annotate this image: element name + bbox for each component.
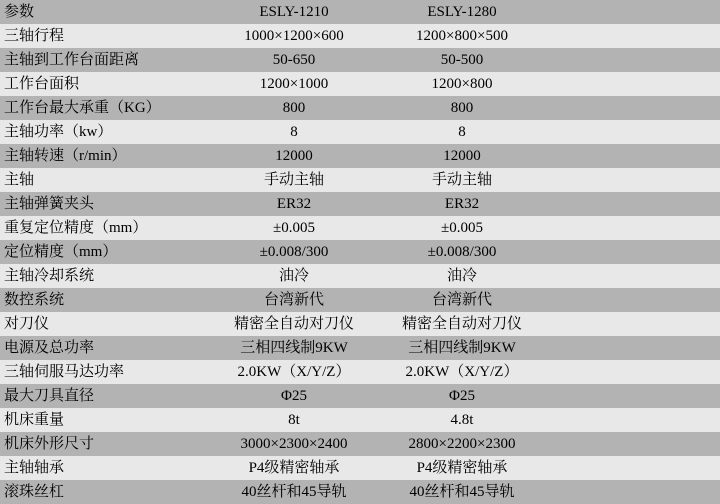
cell-value-3 (544, 288, 720, 312)
cell-value-3 (544, 168, 720, 192)
cell-value-2: 4.8t (376, 408, 544, 432)
table-row (0, 216, 720, 240)
table-row (0, 96, 720, 120)
cell-value-1: 1200×1000 (208, 72, 376, 96)
cell-value-3 (544, 120, 720, 144)
cell-value-1: 精密全自动对刀仪 (208, 312, 376, 336)
cell-value-2: 精密全自动对刀仪 (376, 312, 544, 336)
cell-value-2: 手动主轴 (376, 168, 544, 192)
cell-value-3 (544, 480, 720, 504)
cell-param: 定位精度（mm） (0, 240, 208, 264)
cell-value-2: 1200×800 (376, 72, 544, 96)
cell-param: 机床外形尺寸 (0, 432, 208, 456)
cell-value-3 (544, 312, 720, 336)
cell-value-3 (544, 24, 720, 48)
cell-param: 对刀仪 (0, 312, 208, 336)
cell-value-3 (544, 336, 720, 360)
table-row (0, 480, 720, 504)
table-row (0, 456, 720, 480)
cell-param: 主轴功率（kw） (0, 120, 208, 144)
cell-value-3 (544, 144, 720, 168)
cell-value-1: ±0.008/300 (208, 240, 376, 264)
cell-value-1: 800 (208, 96, 376, 120)
table-row (0, 48, 720, 72)
cell-param: 主轴弹簧夹头 (0, 192, 208, 216)
cell-param: 数控系统 (0, 288, 208, 312)
cell-value-1: 三相四线制9KW (208, 336, 376, 360)
cell-param: 三轴行程 (0, 24, 208, 48)
cell-value-2: 三相四线制9KW (376, 336, 544, 360)
table-row (0, 72, 720, 96)
table-row (0, 192, 720, 216)
cell-value-1: 油冷 (208, 264, 376, 288)
cell-value-2: ESLY-1280 (376, 0, 544, 24)
table-row (0, 120, 720, 144)
cell-param: 主轴冷却系统 (0, 264, 208, 288)
cell-value-3 (544, 456, 720, 480)
cell-value-1: 8t (208, 408, 376, 432)
cell-value-3 (544, 264, 720, 288)
cell-value-3 (544, 408, 720, 432)
table-row (0, 0, 720, 24)
cell-value-3 (544, 384, 720, 408)
table-row (0, 168, 720, 192)
cell-value-1: ER32 (208, 192, 376, 216)
table-row (0, 24, 720, 48)
cell-value-1: 8 (208, 120, 376, 144)
table-row (0, 432, 720, 456)
table-row (0, 264, 720, 288)
cell-value-1: 1000×1200×600 (208, 24, 376, 48)
cell-param: 参数 (0, 0, 208, 24)
cell-value-1: 50-650 (208, 48, 376, 72)
cell-value-1: ±0.005 (208, 216, 376, 240)
cell-value-3 (544, 432, 720, 456)
cell-param: 工作台面积 (0, 72, 208, 96)
cell-value-1: 3000×2300×2400 (208, 432, 376, 456)
table-row (0, 288, 720, 312)
cell-value-1: 40丝杆和45导轨 (208, 480, 376, 504)
cell-value-3 (544, 240, 720, 264)
cell-value-2: 2.0KW（X/Y/Z） (376, 360, 544, 384)
cell-value-2: 1200×800×500 (376, 24, 544, 48)
cell-param: 最大刀具直径 (0, 384, 208, 408)
cell-param: 机床重量 (0, 408, 208, 432)
cell-param: 电源及总功率 (0, 336, 208, 360)
cell-value-2: 800 (376, 96, 544, 120)
table-row (0, 144, 720, 168)
cell-value-2: P4级精密轴承 (376, 456, 544, 480)
cell-value-2: ER32 (376, 192, 544, 216)
cell-value-2: 40丝杆和45导轨 (376, 480, 544, 504)
cell-value-1: 2.0KW（X/Y/Z） (208, 360, 376, 384)
cell-value-2: Φ25 (376, 384, 544, 408)
cell-value-1: 12000 (208, 144, 376, 168)
cell-value-3 (544, 0, 720, 24)
cell-value-2: ±0.005 (376, 216, 544, 240)
cell-value-3 (544, 48, 720, 72)
cell-param: 主轴 (0, 168, 208, 192)
table-row (0, 336, 720, 360)
cell-value-2: 12000 (376, 144, 544, 168)
cell-value-1: Φ25 (208, 384, 376, 408)
cell-param: 工作台最大承重（KG） (0, 96, 208, 120)
cell-value-1: 手动主轴 (208, 168, 376, 192)
cell-value-2: ±0.008/300 (376, 240, 544, 264)
table-row (0, 360, 720, 384)
cell-value-1: P4级精密轴承 (208, 456, 376, 480)
cell-value-3 (544, 72, 720, 96)
cell-value-2: 50-500 (376, 48, 544, 72)
cell-param: 重复定位精度（mm） (0, 216, 208, 240)
cell-value-1: ESLY-1210 (208, 0, 376, 24)
cell-param: 滚珠丝杠 (0, 480, 208, 504)
cell-value-2: 2800×2200×2300 (376, 432, 544, 456)
cell-value-3 (544, 96, 720, 120)
table-row (0, 312, 720, 336)
cell-param: 主轴到工作台面距离 (0, 48, 208, 72)
cell-value-3 (544, 360, 720, 384)
table-row (0, 408, 720, 432)
table-row (0, 240, 720, 264)
cell-value-1: 台湾新代 (208, 288, 376, 312)
cell-value-2: 8 (376, 120, 544, 144)
table-row (0, 384, 720, 408)
cell-value-2: 油冷 (376, 264, 544, 288)
cell-param: 主轴轴承 (0, 456, 208, 480)
cell-param: 三轴伺服马达功率 (0, 360, 208, 384)
cell-value-3 (544, 192, 720, 216)
cell-value-3 (544, 216, 720, 240)
cell-value-2: 台湾新代 (376, 288, 544, 312)
cell-param: 主轴转速（r/min） (0, 144, 208, 168)
